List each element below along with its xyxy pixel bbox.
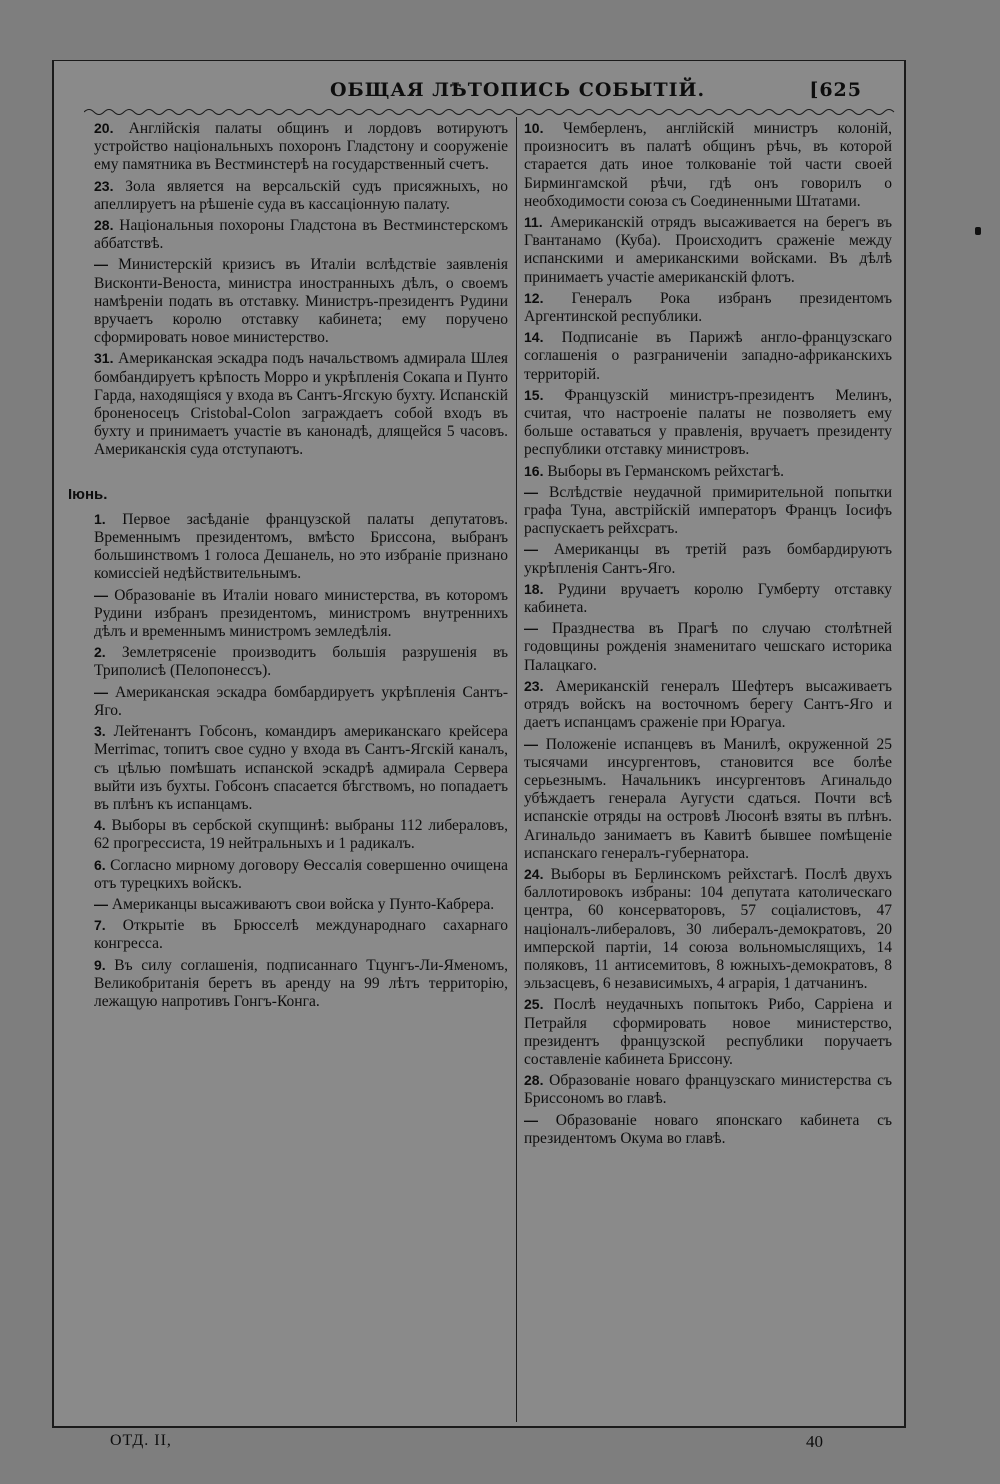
entry-text: Министерскій кризисъ въ Италіи вслѣдствіе заявленія Висконти-Веноста, министра иностранныхъ дѣлъ, о своемъ намѣреніи подать въ отставку. Министръ-президентъ Рудини вручаетъ королю отставку кабинета; ему поручено сформировать новое министерство. bbox=[94, 256, 508, 347]
left-column bbox=[68, 119, 508, 1013]
chronicle-entry bbox=[524, 328, 892, 384]
wavy-rule bbox=[84, 107, 924, 117]
entry-text: Въ силу соглашенія, подписаннаго Тцунгъ-Ли-Яменомъ, Великобританія беретъ въ аренду на 99 лѣтъ территорію, лежащую напротивъ Гонгъ-Конга. bbox=[94, 956, 508, 1010]
footer-number: 40 bbox=[806, 1432, 823, 1451]
chronicle-entry bbox=[94, 722, 508, 814]
entry-date: 23. bbox=[524, 677, 544, 694]
chronicle-entry bbox=[524, 119, 892, 211]
chronicle-entry bbox=[94, 177, 508, 214]
header-title: ОБЩАЯ ЛѢТОПИСЬ СОБЫТІЙ. bbox=[330, 79, 706, 101]
chronicle-entry bbox=[94, 119, 508, 175]
entry-text: Американскій отрядъ высаживается на берегъ въ Гвантанамо (Куба). Происходитъ сраженіе между испанскими и американскими войсками. Въ дѣлѣ принимаетъ участіе американскій флотъ. bbox=[524, 214, 892, 286]
entry-date: 1. bbox=[94, 510, 106, 527]
chronicle-entry bbox=[94, 216, 508, 253]
entry-date: 12. bbox=[524, 289, 544, 306]
running-header bbox=[54, 79, 904, 109]
entry-text: Открытіе въ Брюсселѣ международнаго сахарнаго конгресса. bbox=[94, 917, 508, 953]
chronicle-entry bbox=[524, 677, 892, 733]
entry-date: 10. bbox=[524, 120, 544, 136]
chronicle-entry bbox=[524, 580, 892, 617]
entry-date: 9. bbox=[94, 956, 106, 973]
chronicle-entry bbox=[524, 735, 892, 863]
entry-text: Землетрясеніе производитъ большія разрушенія въ Триполисѣ (Пелопонессъ). bbox=[94, 644, 508, 680]
entry-date: — bbox=[94, 895, 108, 912]
entry-text: Послѣ неудачныхъ попытокъ Рибо, Сарріена и Петрайля сформировать новое министерство, президентъ французской республики поручаетъ составленіе кабинета Бриссону. bbox=[524, 996, 892, 1068]
entry-date: 4. bbox=[94, 817, 106, 834]
entry-text: Первое засѣданіе французской палаты депутатовъ. Временнымъ президентомъ, вмѣсто Бриссона, выбранъ большинствомъ 1 голоса Дешанель, но это избраніе признано комиссіей недѣйствительнымъ. bbox=[94, 510, 508, 583]
entry-text: Зола является на версальскій судъ присяжныхъ, но апеллируетъ на рѣшеніе суда въ кассаціонную палату. bbox=[94, 177, 508, 213]
chronicle-entry bbox=[94, 856, 508, 893]
entry-text: Празднества въ Прагѣ по случаю столѣтней годовщины рожденія знаменитаго чешскаго историка Палацкаго. bbox=[524, 620, 892, 674]
page-frame bbox=[52, 60, 906, 1428]
chronicle-entry bbox=[94, 816, 508, 853]
entry-text: Образованіе въ Италіи новаго министерства, въ которомъ Рудини избранъ президентомъ, министромъ внутреннихъ дѣлъ и временнымъ министромъ земледѣлія. bbox=[94, 586, 508, 641]
chronicle-entry bbox=[524, 386, 892, 460]
ink-spot bbox=[975, 227, 981, 235]
entry-date: 3. bbox=[94, 723, 106, 740]
entry-date: — bbox=[524, 620, 538, 637]
entry-date: 2. bbox=[94, 644, 106, 661]
chronicle-entry bbox=[524, 462, 892, 481]
entry-text: Выборы въ Германскомъ рейхстагѣ. bbox=[543, 462, 785, 480]
chronicle-entry bbox=[94, 895, 508, 914]
entry-date: — bbox=[524, 483, 538, 500]
entry-date: 28. bbox=[524, 1072, 544, 1089]
chronicle-entry bbox=[524, 540, 892, 577]
chronicle-entry bbox=[94, 916, 508, 953]
entry-date: 20. bbox=[94, 120, 114, 136]
entry-text: Генералъ Рока избранъ президентомъ Аргентинской республики. bbox=[524, 289, 892, 326]
entry-text: Американская эскадра подъ начальствомъ адмирала Шлея бомбандируетъ крѣпость Морро и укрѣпленія Сокапа и Пунто Гарда, находящіяся у входа въ Сантъ-Ягскую бухту. Испанскій броненосецъ Cristobal-Colon заграждаетъ собой входъ въ бухту и принимаетъ участіе въ канонадѣ, длящейся 5 часовъ. Американскія суда отступаютъ. bbox=[94, 350, 508, 459]
chronicle-entry bbox=[524, 1071, 892, 1108]
chronicle-entry bbox=[94, 643, 508, 680]
entry-date: 15. bbox=[524, 386, 544, 403]
chronicle-entry bbox=[524, 213, 892, 287]
entry-text: Вслѣдствіе неудачной примирительной попытки графа Туна, австрійскій императоръ Францъ Іосифъ распускаетъ рейхсратъ. bbox=[524, 483, 892, 538]
entry-text: Американская эскадра бомбардируетъ укрѣпленія Сантъ-Яго. bbox=[94, 683, 508, 719]
footer-section: ОТД. II, bbox=[110, 1432, 172, 1449]
header-page-number: [625 bbox=[809, 79, 862, 101]
month-heading: Іюнь. bbox=[68, 485, 108, 503]
entry-date: 25. bbox=[524, 996, 544, 1013]
chronicle-entry bbox=[94, 956, 508, 1012]
entry-text: Образованіе новаго японскаго кабинета съ президентомъ Окума во главѣ. bbox=[524, 1111, 892, 1147]
two-column-body bbox=[54, 117, 904, 1426]
chronicle-entry bbox=[524, 995, 892, 1069]
entry-text: Согласно мирному договору Ѳессалія совершенно очищена отъ турецкихъ войскъ. bbox=[94, 856, 508, 892]
entry-date: 14. bbox=[524, 329, 544, 346]
entry-text: Подписаніе въ Парижѣ англо-французскаго соглашенія о разграниченіи западно-африканскихъ территорій. bbox=[524, 329, 892, 383]
left-entries bbox=[94, 119, 508, 460]
entry-date: 6. bbox=[94, 856, 106, 873]
entry-text: Положеніе испанцевъ въ Манилѣ, окруженной 25 тысячами инсургентовъ, становится все болѣе серьезнымъ. Начальникъ инсургентовъ Агинальдо убѣждаетъ генерала Аугусти сдаться. Почти всѣ испанскіе отряды на островѣ Люсонѣ взяты въ плѣнъ. Агинальдо занимаетъ въ Кавитѣ бывшее помѣщеніе испанскаго генералъ-губернатора. bbox=[524, 735, 892, 862]
entry-text: Англійскія палаты общинъ и лордовъ вотируютъ устройство національныхъ похоронъ Гладстону и сооруженіе ему памятника въ Вестминстерѣ на государственный счетъ. bbox=[94, 120, 508, 174]
chronicle-entry bbox=[524, 619, 892, 675]
chronicle-entry bbox=[94, 255, 508, 347]
chronicle-entry bbox=[94, 349, 508, 459]
entry-text: Выборы въ Берлинскомъ рейхстагѣ. Послѣ двухъ баллотировокъ избраны: 104 депутата католическаго центра, 60 консерваторовъ, 57 соціалистовъ, 47 націоналъ-либераловъ, 30 либералъ-демократовъ, 20 имперской партіи, 14 союза вольномыслящихъ, 14 поляковъ, 11 антисемитовъ, 8 южныхъ-демократовъ, 8 эльзасцевъ, 6 независимыхъ, 4 аграрія, 1 датчанинъ. bbox=[524, 865, 892, 993]
entry-date: — bbox=[94, 256, 108, 273]
chronicle-entry bbox=[524, 289, 892, 326]
column-divider bbox=[516, 117, 517, 1422]
chronicle-entry bbox=[524, 483, 892, 539]
entry-date: — bbox=[524, 541, 538, 558]
entry-text: Рудини вручаетъ королю Гумберту отставку кабинета. bbox=[524, 580, 892, 617]
entry-text: Лейтенантъ Гобсонъ, командиръ американскаго крейсера Merrimac, топитъ свое судно у входа въ Сантъ-Ягскій каналъ, съ цѣлью помѣшать испанской эскадрѣ адмирала Сервера выйти изъ бухты. Гобсонъ спасается бѣгствомъ, но попадаетъ въ плѣнъ къ испанцамъ. bbox=[94, 723, 508, 813]
entry-text: Американцы въ третій разъ бомбардируютъ укрѣпленія Сантъ-Яго. bbox=[524, 541, 892, 577]
entry-text: Выборы въ сербской скупщинѣ: выбраны 112 либераловъ, 62 прогрессиста, 19 нейтральныхъ и 1 радикалъ. bbox=[94, 817, 508, 853]
chronicle-entry bbox=[524, 865, 892, 993]
entry-date: 7. bbox=[94, 917, 106, 934]
chronicle-entry bbox=[94, 683, 508, 720]
right-column bbox=[524, 119, 892, 1150]
entry-date: 24. bbox=[524, 865, 544, 882]
entry-text: Американскій генералъ Шефтеръ высаживаетъ отрядъ войскъ на восточномъ берегу Сантъ-Яго и даетъ испанцамъ сраженіе при Юрагуа. bbox=[524, 677, 892, 732]
entry-date: — bbox=[524, 1111, 538, 1128]
entry-text: Французскій министръ-президентъ Мелинъ, считая, что настроеніе палаты не позволяетъ ему больше оставаться у правленія, вручаетъ президенту республики отставку министровъ. bbox=[524, 386, 892, 459]
entry-date: 28. bbox=[94, 217, 114, 234]
right-entries bbox=[524, 119, 892, 1148]
chronicle-entry bbox=[94, 586, 508, 642]
entry-date: 18. bbox=[524, 580, 544, 597]
entry-date: 11. bbox=[524, 214, 543, 231]
left-entries-june bbox=[94, 510, 508, 1011]
entry-date: — bbox=[94, 683, 108, 700]
entry-date: 23. bbox=[94, 177, 114, 194]
entry-date: — bbox=[524, 735, 538, 752]
entry-date: — bbox=[94, 586, 108, 603]
entry-text: Американцы высаживаютъ свои войска у Пунто-Кабрера. bbox=[108, 895, 495, 913]
entry-date: 16. bbox=[524, 462, 544, 479]
chronicle-entry bbox=[524, 1111, 892, 1148]
chronicle-entry bbox=[94, 510, 508, 584]
entry-text: Національныя похороны Гладстона въ Вестминстерскомъ аббатствѣ. bbox=[94, 217, 508, 253]
page-footer bbox=[0, 1432, 1000, 1456]
entry-text: Образованіе новаго французскаго министерства съ Бриссономъ во главѣ. bbox=[524, 1072, 892, 1108]
entry-text: Чемберленъ, англійскій министръ колоній, произноситъ въ палатѣ общинъ рѣчь, въ которой старается дать иное толкованіе той части своей Бирмингамской рѣчи, гдѣ онъ говорилъ о необходимости союза съ Соединенными Штатами. bbox=[524, 120, 892, 210]
entry-date: 31. bbox=[94, 350, 114, 367]
